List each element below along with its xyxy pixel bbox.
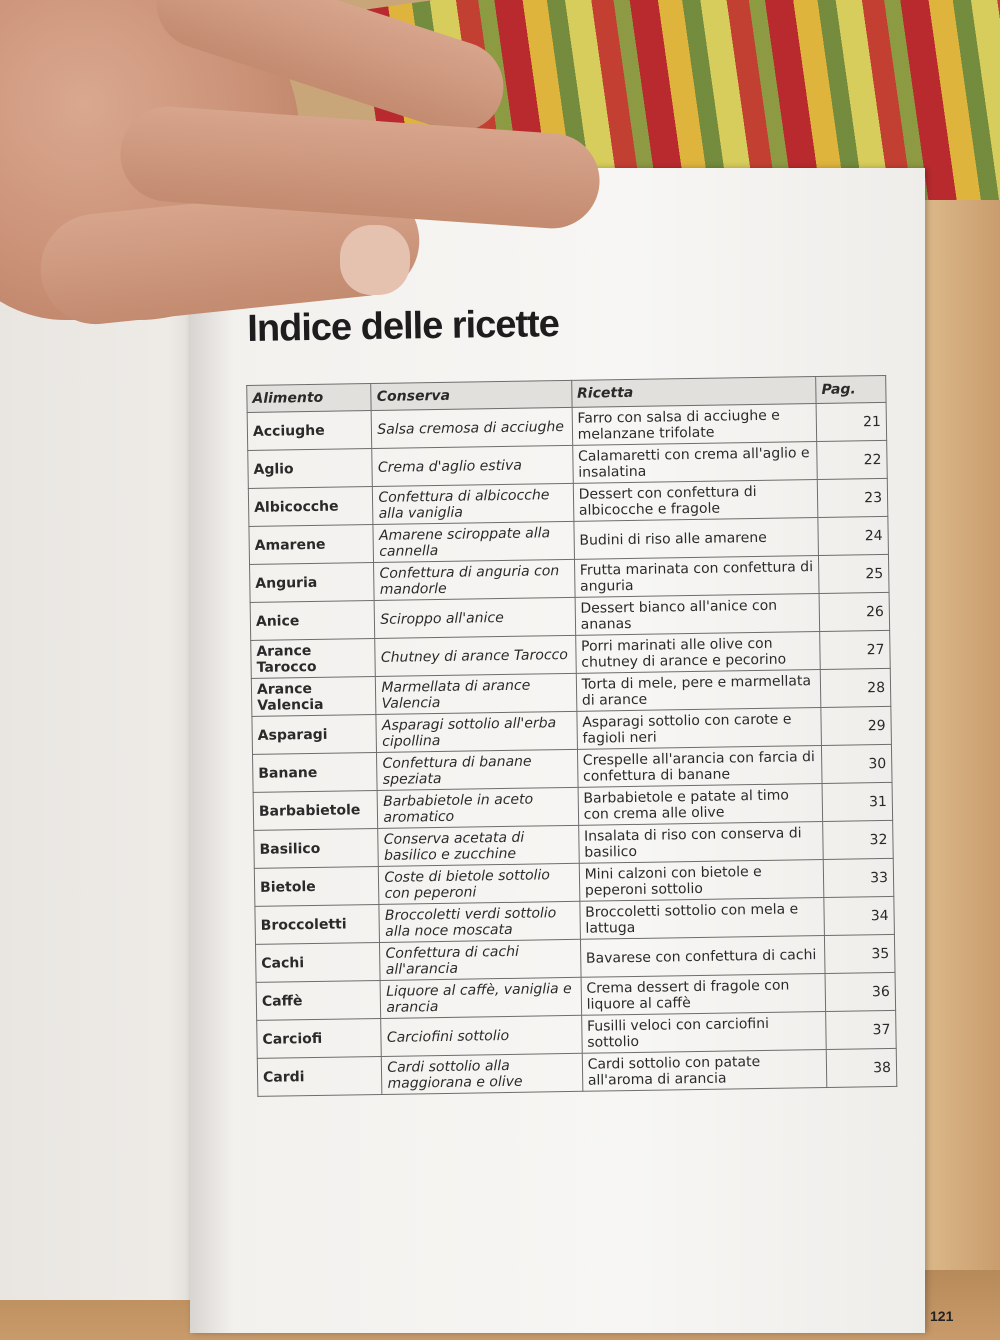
cell-alimento: Broccoletti [255,904,380,944]
page-number: 121 [930,1308,954,1324]
cell-ricetta: Dessert con confettura di albicocche e fragole [573,480,818,522]
cell-conserva: Broccoletti verdi sottolio alla noce moscata [379,901,580,942]
cell-alimento: Albicocche [248,487,373,527]
cell-ricetta: Asparagi sottolio con carote e fagioli neri [577,708,822,750]
cell-conserva: Barbabietole in aceto aromatico [378,787,579,828]
cell-ricetta: Dessert bianco all'anice con ananas [575,594,820,636]
cell-ricetta: Budini di riso alle amarene [574,518,819,560]
cell-alimento: Barbabietole [253,790,378,830]
cell-conserva: Marmellata di arance Valencia [376,673,577,714]
cell-pag: 32 [823,820,893,859]
cell-pag: 24 [818,516,888,555]
cell-ricetta: Barbabietole e patate al timo con crema alle olive [578,783,823,825]
cell-ricetta: Bavarese con confettura di cachi [580,935,825,977]
cell-pag: 25 [819,554,889,593]
cell-ricetta: Calamaretti con crema all'aglio e insalatina [572,442,817,484]
cell-alimento: Basilico [254,828,379,868]
page-content [245,298,897,1097]
cell-pag: 22 [817,440,887,479]
cell-conserva: Confettura di banane speziata [377,749,578,790]
fingernail [340,225,410,295]
cell-pag: 35 [825,934,895,973]
cell-ricetta: Frutta marinata con confettura di anguria [574,556,819,598]
cell-alimento: Arance Valencia [251,676,376,716]
cell-conserva: Coste di bietole sottolio con peperoni [379,863,580,904]
book-page [190,168,925,1333]
cell-conserva: Salsa cremosa di acciughe [372,407,573,448]
cell-alimento: Acciughe [247,411,372,451]
cell-pag: 38 [826,1048,896,1087]
cell-pag: 28 [821,668,891,707]
cell-pag: 23 [818,478,888,517]
cell-ricetta: Cardi sottolio con patate all'aroma di arancia [582,1049,827,1091]
cell-ricetta: Mini calzoni con bietole e peperoni sottolio [579,859,824,901]
cell-conserva: Cardi sottolio alla maggiorana e olive [382,1053,583,1094]
cell-conserva: Liquore al caffè, vaniglia e arancia [380,977,581,1018]
cell-alimento: Anguria [250,563,375,603]
cell-alimento: Asparagi [252,714,377,754]
page-title: Indice delle ricette [246,303,560,350]
cell-conserva: Confettura di cachi all'arancia [380,939,581,980]
header-pag: Pag. [816,375,886,403]
cell-ricetta: Crema dessert di fragole con liquore al caffè [581,973,826,1015]
header-ricetta: Ricetta [571,377,816,408]
cell-pag: 31 [822,782,892,821]
cell-conserva: Crema d'aglio estiva [372,445,573,486]
cell-alimento: Bietole [254,866,379,906]
cell-alimento: Cardi [257,1056,382,1096]
cell-conserva: Chutney di arance Tarocco [375,635,576,676]
cell-ricetta: Fusilli veloci con carciofini sottolio [581,1011,826,1053]
cell-alimento: Anice [250,601,375,641]
cell-alimento: Cachi [255,942,380,982]
cell-pag: 29 [821,706,891,745]
cell-conserva: Sciroppo all'anice [375,597,576,638]
cell-pag: 33 [823,858,893,897]
cell-alimento: Caffè [256,980,381,1020]
cell-alimento: Arance Tarocco [251,638,376,678]
cell-pag: 27 [820,630,890,669]
cell-ricetta: Insalata di riso con conserva di basilico [578,821,823,863]
cell-ricetta: Farro con salsa di acciughe e melanzane trifolate [572,404,817,446]
cell-alimento: Banane [253,752,378,792]
cell-conserva: Asparagi sottolio all'erba cipollina [376,711,577,752]
cell-conserva: Amarene sciroppate alla cannella [373,521,574,562]
cell-ricetta: Crespelle all'arancia con farcia di confettura di banane [577,745,822,787]
cell-alimento: Carciofi [257,1018,382,1058]
cell-conserva: Conserva acetata di basilico e zucchine [378,825,579,866]
cell-alimento: Aglio [248,449,373,489]
header-alimento: Alimento [247,384,372,413]
recipe-index-table [246,375,897,1097]
cell-ricetta: Broccoletti sottolio con mela e lattuga [580,897,825,939]
cell-alimento: Amarene [249,525,374,565]
cell-conserva: Carciofini sottolio [381,1015,582,1056]
cell-ricetta: Torta di mele, pere e marmellata di arance [576,670,821,712]
cell-ricetta: Porri marinati alle olive con chutney di arance e pecorino [575,632,820,674]
header-conserva: Conserva [371,380,572,410]
cell-conserva: Confettura di albicocche alla vaniglia [373,483,574,524]
cell-pag: 36 [825,972,895,1011]
cell-pag: 34 [824,896,894,935]
cell-conserva: Confettura di anguria con mandorle [374,559,575,600]
cell-pag: 37 [826,1010,896,1049]
cell-pag: 30 [822,744,892,783]
cell-pag: 21 [816,402,886,441]
cell-pag: 26 [819,592,889,631]
